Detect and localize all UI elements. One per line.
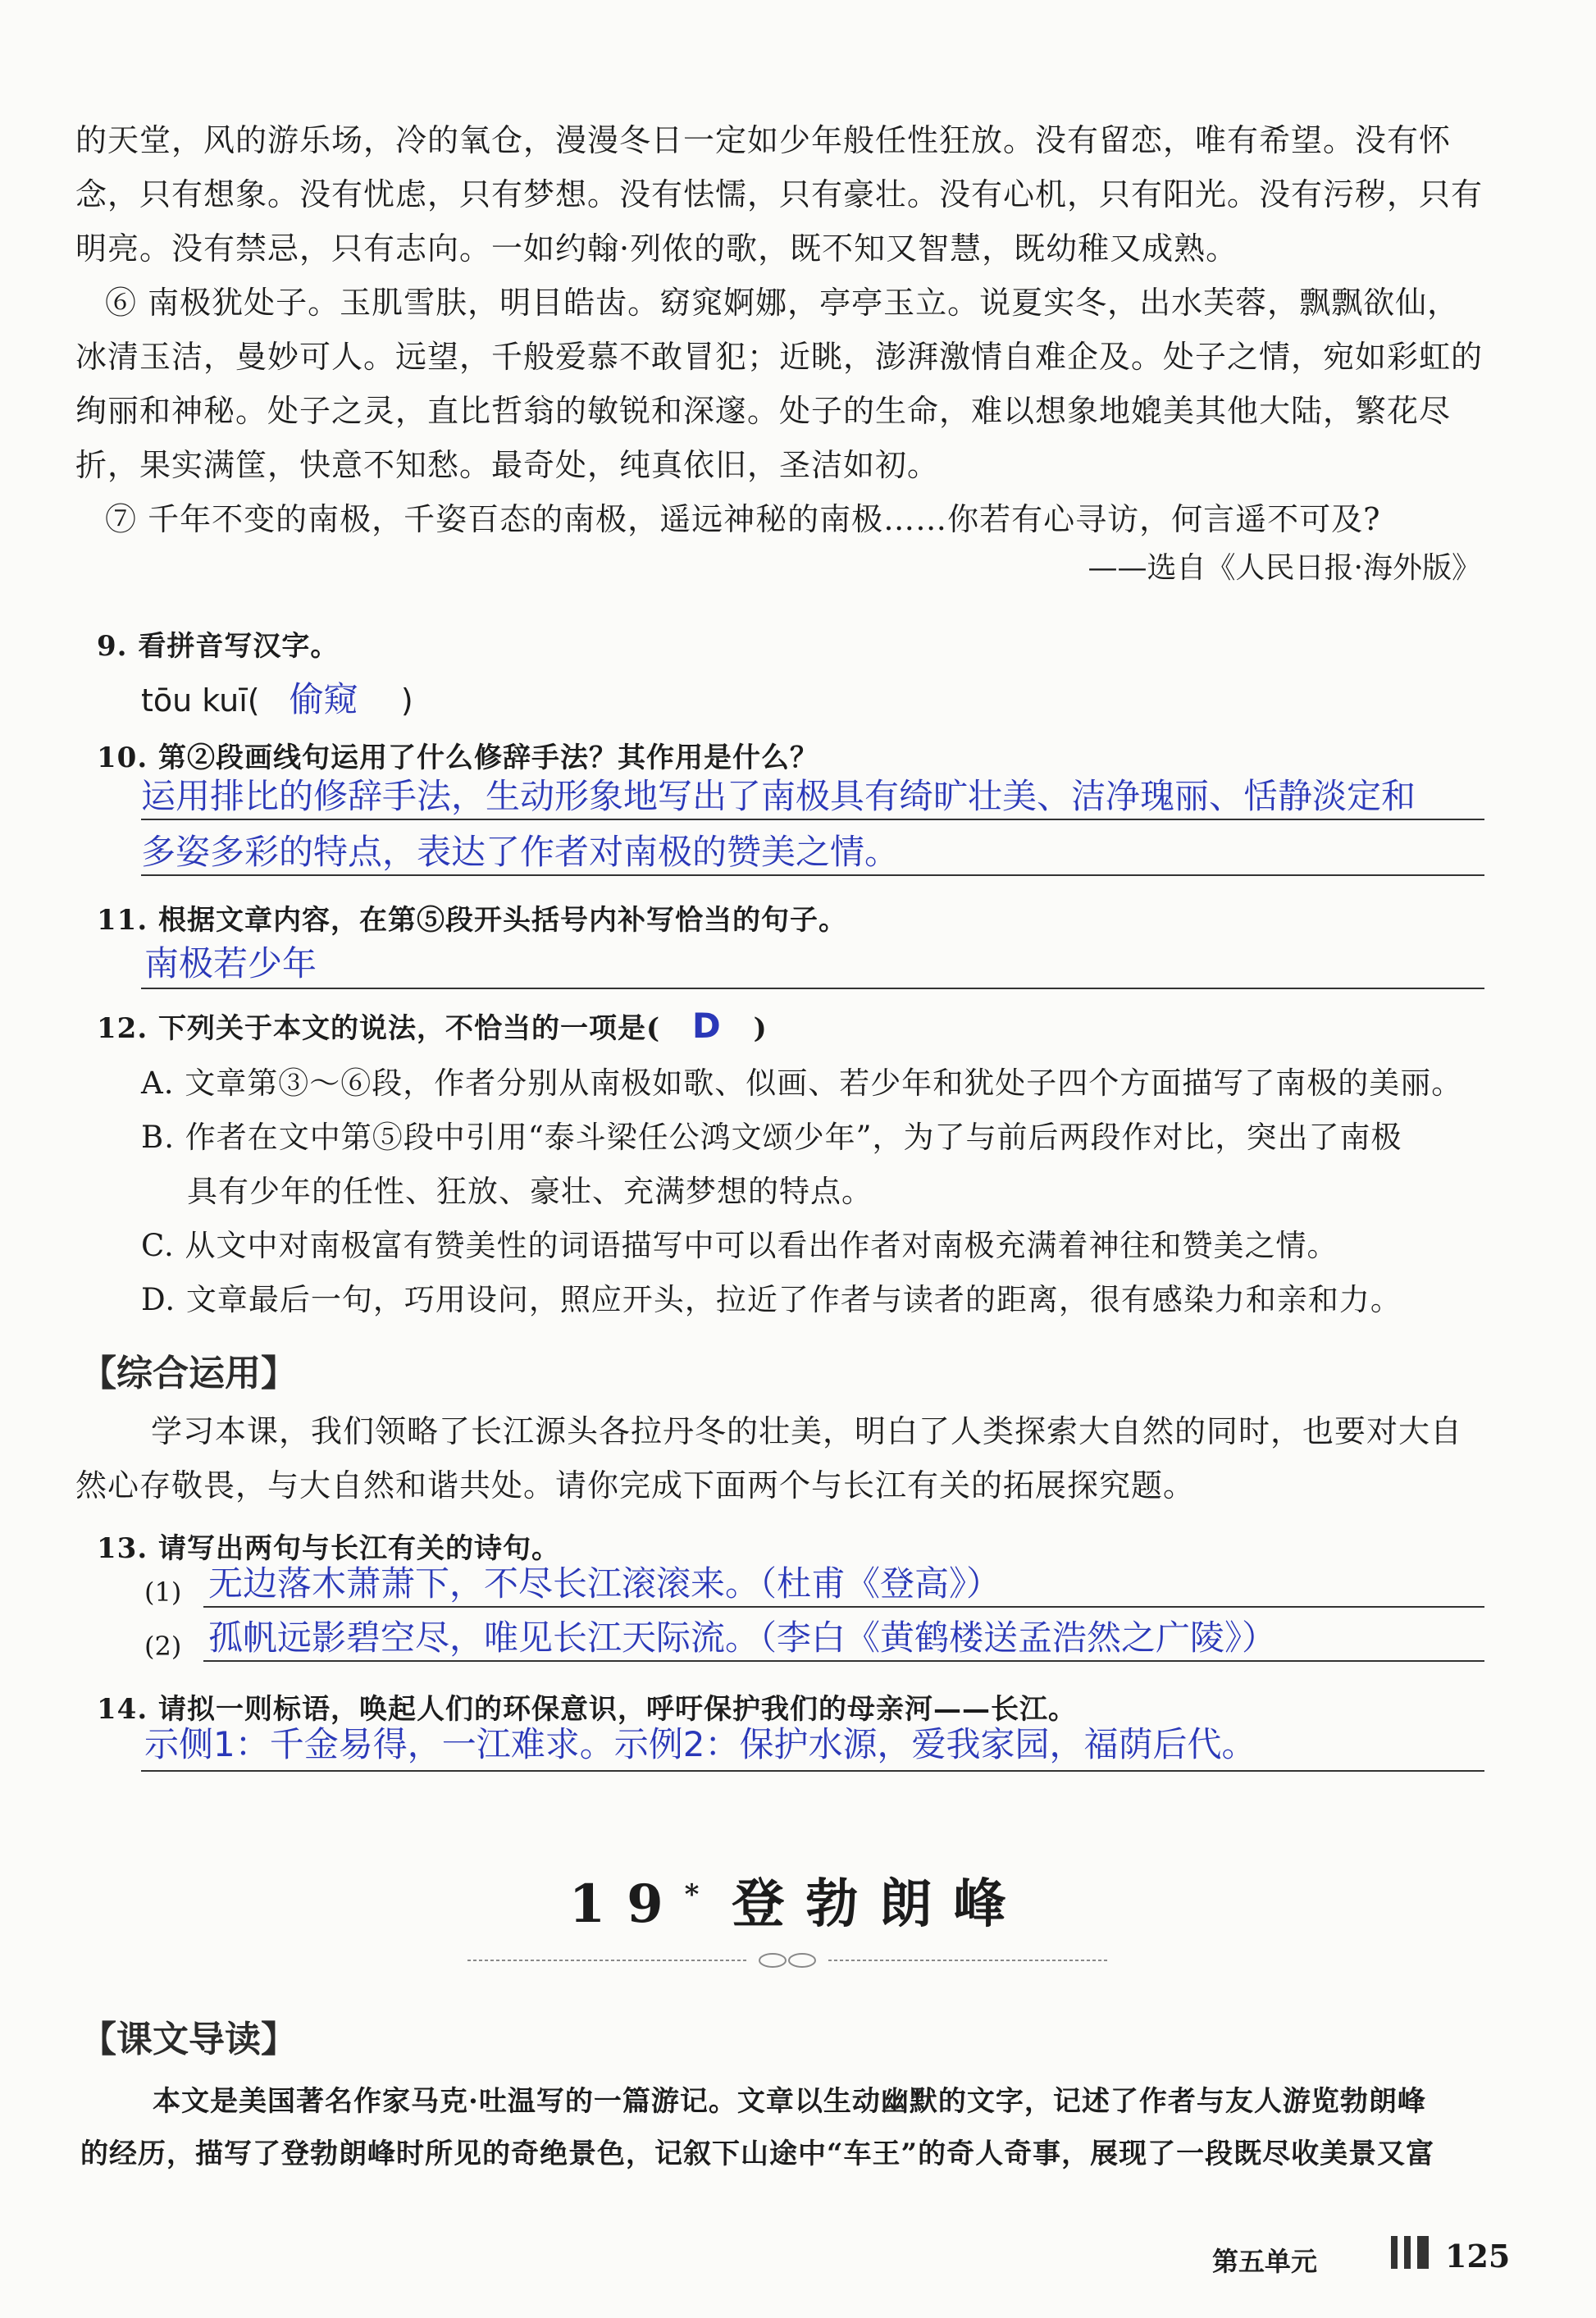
question-9-title: 9. 看拼音写汉字。	[97, 630, 340, 663]
answer-underline	[203, 1660, 1484, 1662]
passage-source: ——选自《人民日报·海外版》	[1088, 551, 1481, 585]
option-a: A. 文章第③～⑥段，作者分别从南极如歌、似画、若少年和犹处子四个方面描写了南极的美丽。	[141, 1065, 1463, 1101]
passage-paragraph-continued	[75, 113, 1486, 276]
passage-line: 冰清玉洁，曼妙可人。远望，千般爱慕不敢冒犯；近眺，澎湃激情自难企及。处子之情，宛如彩虹的	[75, 339, 1484, 375]
passage-paragraph-7	[75, 492, 1516, 546]
question-14-title: 14. 请拟一则标语，唤起人们的环保意识，呼吁保护我们的母亲河——长江。	[97, 1693, 1077, 1726]
question-12-title-row	[97, 1006, 768, 1046]
section-heading-comprehensive: 【综合运用】	[80, 1353, 297, 1394]
page-number: 125	[1445, 2238, 1511, 2275]
passage-line: ⑥ 南极犹处子。玉肌雪肤，明目皓齿。窈窕婀娜，亭亭玉立。说夏实冬，出水芙蓉，飘飘欲仙，	[105, 285, 1460, 321]
answer-underline	[141, 874, 1484, 876]
question-12-answer: D	[691, 1006, 722, 1046]
lesson-star: *	[684, 1878, 700, 1911]
passage-line: 明亮。没有禁忌，只有志向。一如约翰·列侬的歌，既不知又智慧，既幼稚又成熟。	[75, 230, 1238, 267]
question-10-answer-line-1: 运用排比的修辞手法，生动形象地写出了南极具有绮旷壮美、洁净瑰丽、恬静淡定和	[141, 776, 1416, 816]
question-13-answer-2: 孤帆远影碧空尽，唯见长江天际流。（李白《黄鹤楼送孟浩然之广陵》）	[208, 1618, 1277, 1658]
footer-unit-label: 第五单元	[1212, 2246, 1318, 2277]
question-9-pinyin-row	[141, 673, 413, 722]
comprehensive-intro	[75, 1404, 1562, 1458]
question-9-pinyin: tōu kuī(	[141, 682, 260, 719]
option-b-line-1: B. 作者在文中第⑤段中引用“泰斗梁任公鸿文颂少年”，为了与前后两段作对比，突出了南极	[141, 1120, 1402, 1155]
answer-underline	[141, 988, 1484, 989]
option-b-line-2	[141, 1165, 873, 1219]
comprehensive-intro-2	[75, 1458, 1486, 1513]
answer-underline	[203, 1606, 1484, 1608]
question-9-close-paren: )	[400, 682, 413, 719]
passage-line: 念，只有想象。没有忧虑，只有梦想。没有怯懦，只有豪壮。没有心机，只有阳光。没有污秽，只有	[75, 176, 1484, 212]
answer-underline	[141, 819, 1484, 820]
question-9-answer: 偷窥	[289, 679, 358, 719]
option-d: D. 文章最后一句，巧用设问，照应开头，拉近了作者与读者的距离，很有感染力和亲和力。	[141, 1282, 1402, 1317]
section-heading-guide: 【课文导读】	[80, 2019, 297, 2060]
question-10-title: 10. 第②段画线句运用了什么修辞手法？其作用是什么？	[97, 741, 819, 774]
question-11-title: 11. 根据文章内容，在第⑤段开头括号内补写恰当的句子。	[97, 904, 847, 937]
question-13-answer-1: 无边落木萧萧下，不尽长江滚滚来。（杜甫《登高》）	[208, 1563, 1001, 1604]
comprehensive-intro-line: 学习本课，我们领略了长江源头各拉丹冬的壮美，明白了人类探索大自然的同时，也要对大自	[151, 1413, 1463, 1449]
guide-line-1: 本文是美国著名作家马克·吐温写的一篇游记。文章以生动幽默的文字，记述了作者与友人游览勃朗峰	[153, 2085, 1426, 2118]
lesson-title	[0, 1862, 1596, 1937]
question-13-title: 13. 请写出两句与长江有关的诗句。	[97, 1532, 560, 1565]
option-b-line-2-text: 具有少年的任性、狂放、豪壮、充满梦想的特点。	[187, 1174, 873, 1209]
question-11-answer: 南极若少年	[144, 943, 317, 983]
question-12-close-paren: )	[753, 1012, 768, 1045]
passage-line: 绚丽和神秘。处子之灵，直比哲翁的敏锐和深邃。处子的生命，难以想象地媲美其他大陆，繁花尽	[75, 393, 1452, 429]
answer-underline	[141, 1770, 1484, 1772]
guide-line-2: 的经历，描写了登勃朗峰时所见的奇绝景色，记叙下山途中“车王”的奇人奇事，展现了一段既尽收美景又富	[80, 2138, 1435, 2170]
option-c: C. 从文中对南极富有赞美性的词语描写中可以看出作者对南极充满着神往和赞美之情。	[141, 1228, 1338, 1263]
passage-line: 的天堂，风的游乐场，冷的氧仓，漫漫冬日一定如少年般任性狂放。没有留恋，唯有希望。没有怀	[75, 122, 1452, 158]
question-13-item-2-number: (2)	[144, 1631, 182, 1662]
passage-line: 折，果实满筐，快意不知愁。最奇处，纯真依旧，圣洁如初。	[75, 447, 940, 483]
footer-bars-icon	[1389, 2233, 1432, 2272]
question-13-item-1-number: (1)	[144, 1577, 182, 1608]
question-10-answer-line-2: 多姿多彩的特点，表达了作者对南极的赞美之情。	[141, 832, 900, 872]
lesson-number: 19	[568, 1873, 685, 1935]
question-12-title: 12. 下列关于本文的说法，不恰当的一项是(	[97, 1012, 661, 1045]
comprehensive-intro-line: 然心存敬畏，与大自然和谐共处。请你完成下面两个与长江有关的拓展探究题。	[75, 1467, 1196, 1504]
lesson-name: 登勃朗峰	[732, 1873, 1028, 1935]
passage-line: ⑦ 千年不变的南极，千姿百态的南极，遥远神秘的南极……你若有心寻访，何言遥不可及?	[105, 501, 1381, 537]
title-ornament-divider	[467, 1951, 1107, 1970]
question-14-answer: 示侧1：千金易得，一江难求。示例2：保护水源，爱我家园，福荫后代。	[144, 1724, 1256, 1764]
passage-paragraph-6	[75, 276, 1486, 492]
